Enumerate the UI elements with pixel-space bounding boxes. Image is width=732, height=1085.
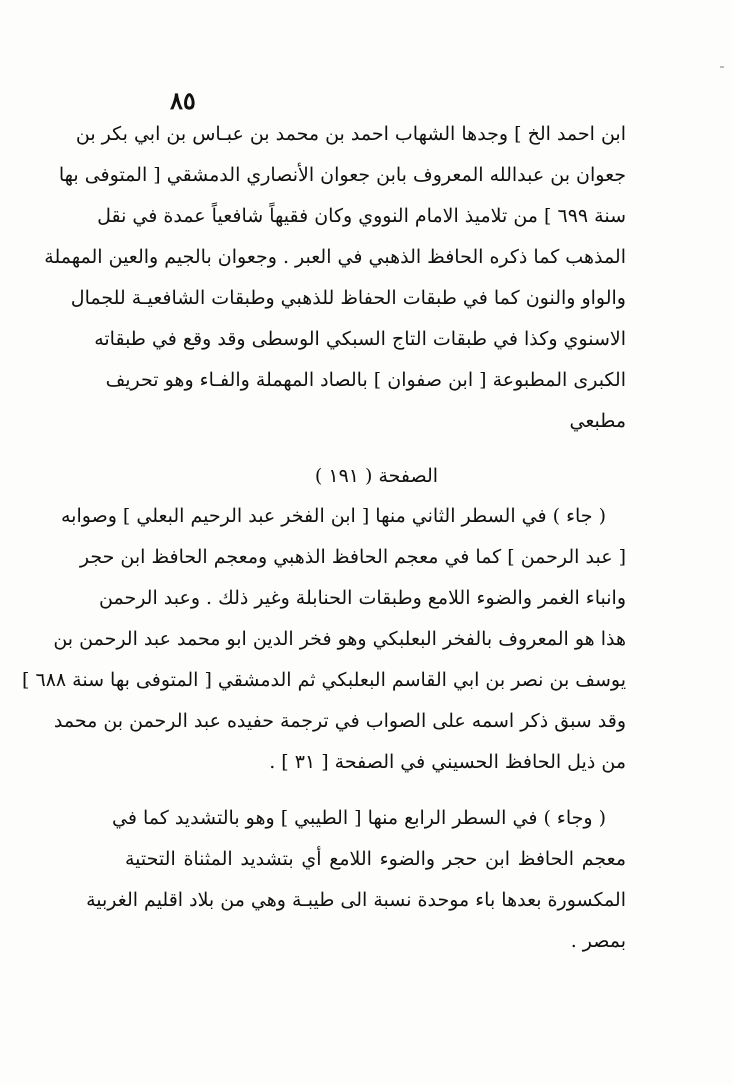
text-line: وقد سبق ذكر اسمه على الصواب في ترجمة حفيده عبد الرحمن بن محمد (53, 710, 626, 732)
text-line: وانباء الغمر والضوء اللامع وطبقات الحنابلة وغير ذلك . وعبد الرحمن (99, 587, 626, 609)
text-line: ( جاء ) في السطر الثاني منها [ ابن الفخر عبد الرحيم البعلي ] وصوابه (61, 505, 606, 527)
page-number: ٨٥ (170, 86, 196, 115)
text-line: هذا هو المعروف بالفخر البعلبكي وهو فخر الدين ابو محمد عبد الرحمن بن (53, 628, 626, 650)
paragraph-jawan-entry (44, 114, 628, 442)
text-line: مطبعي (569, 410, 626, 432)
text-line: المكسورة بعدها باء موحدة نسبة الى طيبـة وهي من بلاد اقليم الغربية (86, 889, 626, 911)
text-line: معجم الحافظ ابن حجر والضوء اللامع أي بتشديد المثناة التحتية (125, 848, 626, 870)
text-line: سنة ٦٩٩ ] من تلاميذ الامام النووي وكان فقيهاً شافعياً عمدة في نقل (97, 205, 626, 227)
text-line: يوسف بن نصر بن ابي القاسم البعلبكي ثم الدمشقي [ المتوفى بها سنة ٦٨٨ ] (22, 669, 626, 691)
text-line: الاسنوي وكذا في طبقات التاج السبكي الوسطى وقد وقع في طبقاته (94, 328, 626, 350)
section-heading: الصفحة ( ١٩١ ) (314, 465, 439, 487)
text-line: الكبرى المطبوعة [ ابن صفوان ] بالصاد المهملة والفـاء وهو تحريف (105, 369, 626, 391)
text-line: ابن احمد الخ ] وجدها الشهاب احمد بن محمد بن عبـاس بن ابي بكر بن (75, 123, 626, 145)
paragraph-baalbaki-entry (22, 496, 628, 783)
text-line: والواو والنون كما في طبقات الحفاظ للذهبي وطبقات الشافعيـة للجمال (70, 287, 626, 309)
text-line: جعوان بن عبدالله المعروف بابن جعوان الأنصاري الدمشقي [ المتوفى بها (58, 164, 626, 186)
page-edge-mark (720, 66, 724, 68)
text-line: من ذيل الحافظ الحسيني في الصفحة [ ٣١ ] . (269, 751, 626, 773)
text-line: بمصر . (570, 930, 626, 952)
text-line: ( وجاء ) في السطر الرابع منها [ الطيبي ] وهو بالتشديد كما في (112, 807, 606, 829)
text-line: المذهب كما ذكره الحافظ الذهبي في العبر . وجعوان بالجيم والعين المهملة (44, 246, 626, 268)
paragraph-tayyibi-entry (86, 798, 628, 962)
text-line: [ عبد الرحمن ] كما في معجم الحافظ الذهبي ومعجم الحافظ ابن حجر (79, 546, 626, 568)
